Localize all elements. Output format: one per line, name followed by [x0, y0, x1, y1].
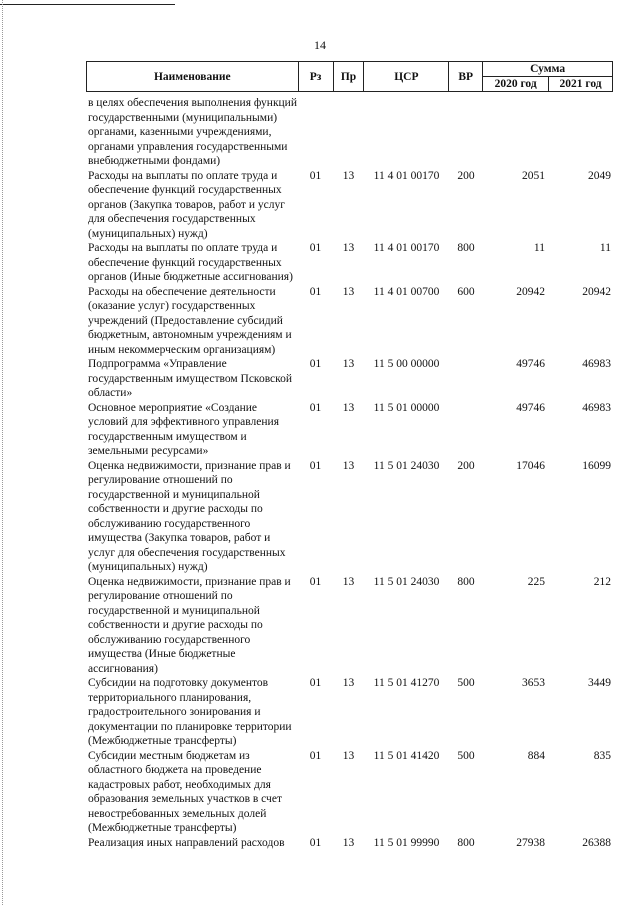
cell-pr: 13 [342, 358, 355, 370]
cell-rz: 01 [309, 242, 322, 254]
cell-name: Реализация иных направлений расходов [88, 836, 285, 849]
cell-sum-2020: 49746 [516, 401, 545, 414]
table-body [86, 96, 613, 850]
cell-name: Субсидии местным бюджетам из областного бюджета на проведение кадастровых работ, необходимых для образования земельных участков в счет невостребованных земельных долей (Межбюджетные трансферты) [88, 749, 282, 834]
cell-vr: 500 [457, 749, 475, 762]
cell-sum-2021: 20942 [582, 285, 611, 298]
table-row [86, 676, 613, 749]
page-number: 14 [314, 38, 326, 52]
cell-sum-2020: 17046 [516, 459, 545, 472]
cell-name: Основное мероприятие «Создание условий для эффективного управления государственным имуществом и земельными ресурсами» [88, 401, 280, 457]
cell-name: Оценка недвижимости, признание прав и регулирование отношений по государственной и муниципальной собственности и другие расходы по обслуживанию государственного имущества (Закупка товаров, работ и услуг для обеспечения государственных (муниципальных) нужд) [88, 459, 291, 573]
cell-sum-2020: 20942 [516, 285, 545, 298]
cell-sum-2020: 884 [527, 749, 545, 762]
scan-edge [2, 0, 3, 905]
table-row [86, 241, 613, 285]
table-row [86, 96, 613, 169]
cell-csr: 11 5 01 99990 [373, 836, 440, 849]
cell-sum-2020: 225 [527, 575, 545, 588]
cell-pr: 13 [342, 575, 355, 588]
cell-sum-2021: 46983 [582, 358, 611, 370]
col-header-csr: ЦСР [364, 62, 449, 92]
table-row [86, 285, 613, 358]
cell-rz: 01 [309, 575, 322, 588]
cell-sum-2021: 16099 [582, 459, 611, 472]
table-row [86, 749, 613, 836]
cell-sum-2020: 49746 [516, 358, 545, 370]
cell-vr: 800 [457, 242, 475, 254]
cell-csr: 11 5 01 00000 [373, 401, 440, 414]
cell-pr: 13 [342, 459, 355, 472]
cell-csr: 11 5 01 41270 [373, 677, 440, 689]
cell-pr: 13 [342, 677, 355, 689]
table-row [86, 169, 613, 242]
cell-rz: 01 [309, 401, 322, 414]
cell-csr: 11 4 01 00700 [373, 285, 440, 298]
cell-csr: 11 4 01 00170 [373, 242, 440, 254]
cell-sum-2020: 2051 [522, 169, 545, 182]
cell-sum-2021: 835 [593, 749, 611, 762]
cell-vr: 800 [457, 836, 475, 849]
cell-sum-2021: 11 [599, 242, 611, 254]
cell-sum-2021: 3449 [588, 677, 611, 689]
col-header-pr: Пр [333, 62, 364, 92]
cell-name: Подпрограмма «Управление государственным имуществом Псковской области» [88, 358, 293, 399]
cell-vr: 200 [457, 459, 475, 472]
table-row [86, 575, 613, 677]
cell-csr: 11 5 01 24030 [373, 575, 440, 588]
cell-sum-2020: 11 [533, 242, 545, 254]
cell-name: Расходы на выплаты по оплате труда и обеспечение функций государственных органов (Иные бюджетные ассигнования) [88, 242, 293, 283]
cell-vr: 600 [457, 285, 475, 298]
top-rule [0, 4, 175, 5]
cell-sum-2020: 3653 [522, 677, 545, 689]
cell-name: Оценка недвижимости, признание прав и регулирование отношений по государственной и муниципальной собственности и другие расходы по обслуживанию государственного имущества (Иные бюджетные ассигнования) [88, 575, 291, 675]
cell-name: Субсидии на подготовку документов территориального планирования, градостроительного зонирования и документации по планировке территории (Межбюджетные трансферты) [88, 677, 292, 747]
cell-sum-2021: 2049 [588, 169, 611, 182]
col-header-sum: Сумма [483, 62, 613, 77]
table-row [86, 401, 613, 459]
cell-rz: 01 [309, 749, 322, 762]
cell-pr: 13 [342, 749, 355, 762]
col-header-vr: ВР [449, 62, 483, 92]
cell-sum-2020: 27938 [516, 836, 545, 849]
col-header-year-2020: 2020 год [483, 77, 549, 92]
table-row [86, 459, 613, 575]
cell-csr: 11 5 00 00000 [373, 358, 440, 370]
cell-pr: 13 [342, 836, 355, 849]
cell-rz: 01 [309, 836, 322, 849]
cell-csr: 11 5 01 41420 [373, 749, 440, 762]
cell-sum-2021: 26388 [582, 836, 611, 849]
cell-name: Расходы на выплаты по оплате труда и обеспечение функций государственных органов (Закупка товаров, работ и услуг для обеспечения государственных (муниципальных) нужд) [88, 169, 285, 240]
cell-rz: 01 [309, 677, 322, 689]
cell-rz: 01 [309, 285, 322, 298]
cell-pr: 13 [342, 285, 355, 298]
col-header-name: Наименование [87, 62, 299, 92]
cell-rz: 01 [309, 459, 322, 472]
table-row [86, 836, 613, 851]
cell-sum-2021: 46983 [582, 401, 611, 414]
cell-vr: 200 [457, 169, 475, 182]
cell-vr: 500 [457, 677, 475, 689]
table-header [86, 61, 613, 92]
cell-pr: 13 [342, 169, 355, 182]
cell-vr: 800 [457, 575, 475, 588]
cell-rz: 01 [309, 358, 322, 370]
table-row [86, 357, 613, 401]
cell-pr: 13 [342, 401, 355, 414]
cell-name: в целях обеспечения выполнения функций государственными (муниципальными) органами, казенными учреждениями, органами управления государственными внебюджетными фондами) [88, 97, 297, 167]
cell-csr: 11 5 01 24030 [373, 459, 440, 472]
cell-name: Расходы на обеспечение деятельности (оказание услуг) государственных учреждений (Предоставление субсидий бюджетным, автономным учреждениям и иным некоммерческим организациям) [88, 285, 292, 356]
col-header-rz: Рз [298, 62, 333, 92]
cell-rz: 01 [309, 169, 322, 182]
cell-sum-2021: 212 [593, 575, 611, 588]
col-header-year-2021: 2021 год [549, 77, 613, 92]
cell-csr: 11 4 01 00170 [373, 169, 440, 182]
cell-pr: 13 [342, 242, 355, 254]
